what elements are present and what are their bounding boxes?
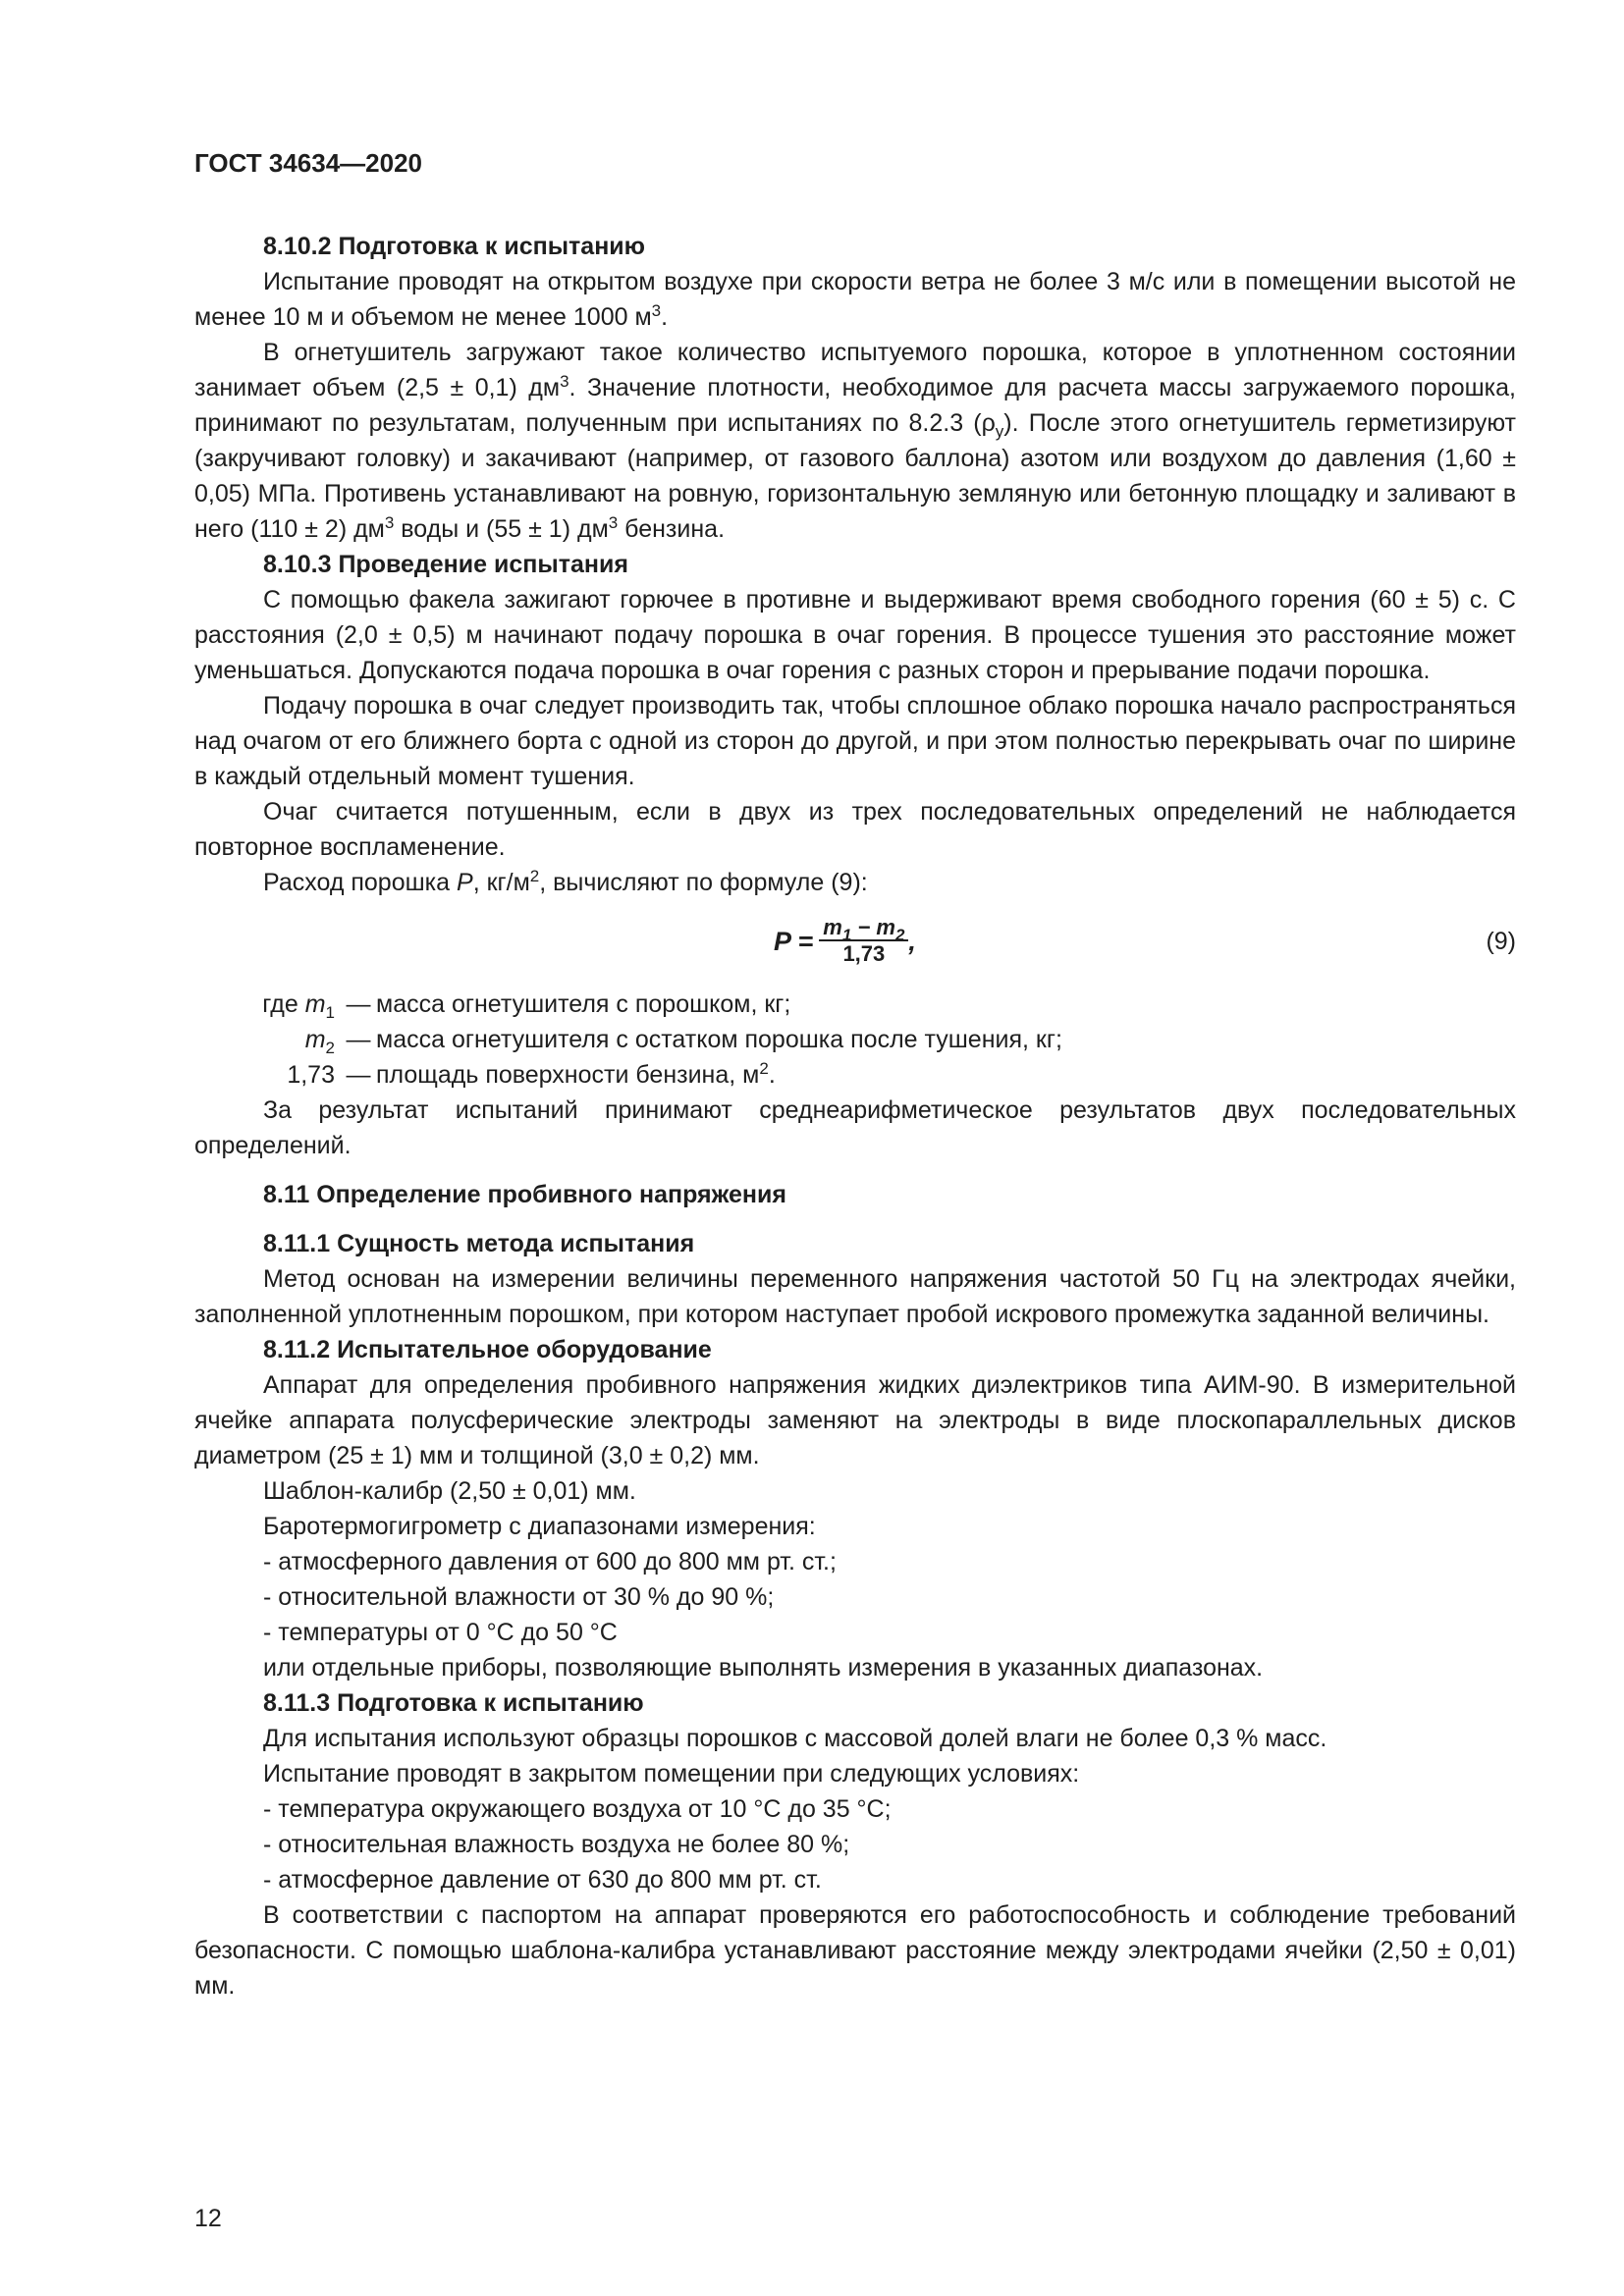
formula-comma: , [908,927,916,956]
paragraph: В огнетушитель загружают такое количество испытуемого порошка, которое в уплотненном состоянии занимает объем (2,5 ± 0,1) $дм^3$. Значение плотности, необходимое для расчета массы загружаемого порошка, принимают по результатам, полученным при испытаниях по 8.2.3 $(\rho_у)$. После этого огнетушитель герметизируют (закручивают головку) и закачивают (например, от газового баллона) азотом или воздухом до давления (1,60 ± 0,05) МПа. Противень устанавливают на ровную, горизонтальную земляную или бетонную площадку и заливают в него (110 ± 2) $дм^3$ воды и (55 ± 1) $дм^3$ бензина. [194,339,1517,543]
list-item: - относительная влажность воздуха не более 80 %; [263,1831,850,1858]
paragraph: Аппарат для определения пробивного напряжения жидких диэлектриков типа АИМ-90. В измерительной ячейке аппарата полусферические электроды заменяют на электроды в виде плоскопараллельных дисков диаметром (25 ± 1) мм и толщиной (3,0 ± 0,2) мм. [194,1371,1516,1469]
paragraph: Для испытания используют образцы порошков с массовой долей влаги не более 0,3 % масс. [263,1725,1327,1752]
list-item: - атмосферного давления от 600 до 800 мм рт. ст.; [263,1548,837,1575]
paragraph: Очаг считается потушенным, если в двух из трех последовательных определений не наблюдается повторное воспламенение. [194,798,1516,861]
page-number: 12 [194,2205,222,2232]
formula-denominator: 1,73 [842,941,886,966]
paragraph: Расход порошка P, $кг/м^2$, вычисляют по формуле (9): [263,867,868,896]
document-id: ГОСТ 34634—2020 [194,148,422,178]
section-heading-8-10-3: 8.10.3 Проведение испытания [263,551,628,578]
paragraph: Метод основан на измерении величины переменного напряжения частотой 50 Гц на электродах ячейки, заполненной уплотненным порошком, при котором наступает пробой искрового промежутка заданной величины. [194,1265,1516,1328]
paragraph: За результат испытаний принимают среднеарифметическое результатов двух последовательных определений. [194,1096,1516,1159]
document-page [194,145,1516,2003]
formula-number: (9) [1486,928,1516,955]
list-item: - температуры от 0 °С до 50 °С [263,1619,618,1646]
paragraph: Испытание проводят на открытом воздухе при скорости ветра не более 3 м/с или в помещении высотой не менее 10 м и объемом не менее 1000 $м^3$. [194,268,1516,331]
legend-row: 1,73 — площадь поверхности бензина, $м^2$. [287,1059,776,1089]
formula-9 [194,912,1516,979]
paragraph: С помощью факела зажигают горючее в противне и выдерживают время свободного горения (60 ± 5) с. С расстояния (2,0 ± 0,5) м начинают подачу порошка в очаг горения. В процессе тушения это расстояние может уменьшаться. Допускаются подача порошка в очаг горения с разных сторон и прерывание подачи порошка. [194,586,1516,684]
paragraph: Баротермогигрометр с диапазонами измерения: [263,1513,816,1540]
section-heading-8-11-3: 8.11.3 Подготовка к испытанию [263,1689,644,1717]
paragraph: Подачу порошка в очаг следует производить так, чтобы сплошное облако порошка начало распространяться над очагом от его ближнего борта с одной из сторон до другой, и при этом полностью перекрывать очаг по ширине в каждый отдельный момент тушения. [194,692,1516,790]
list-item: - относительной влажности от 30 % до 90 %; [263,1583,775,1611]
formula-fraction [819,916,908,967]
paragraph: В соответствии с паспортом на аппарат проверяются его работоспособность и соблюдение требований безопасности. С помощью шаблона-калибра устанавливают расстояние между электродами ячейки (2,50 ± 0,01) мм. [194,1901,1516,2000]
legend-row: где $m_1$ — масса огнетушителя с порошком, кг; [262,990,791,1022]
list-item: - температура окружающего воздуха от 10 °С до 35 °С; [263,1795,892,1823]
formula-lhs: P = [774,927,814,956]
section-heading-8-11: 8.11 Определение пробивного напряжения [263,1181,786,1208]
formula-expression [774,916,916,967]
section-heading-8-10-2: 8.10.2 Подготовка к испытанию [263,233,646,260]
paragraph: или отдельные приборы, позволяющие выполнять измерения в указанных диапазонах. [263,1654,1264,1682]
formula-numerator: $m_1 - m_2$ [819,916,908,941]
legend-row: $m_2$ — масса огнетушителя с остатком порошка после тушения, кг; [304,1026,1062,1057]
formula-legend [194,987,1516,1093]
list-item: - атмосферное давление от 630 до 800 мм рт. ст. [263,1866,822,1894]
paragraph: Испытание проводят в закрытом помещении при следующих условиях: [263,1760,1080,1788]
section-heading-8-11-2: 8.11.2 Испытательное оборудование [263,1336,712,1363]
paragraph: Шаблон-калибр (2,50 ± 0,01) мм. [263,1477,636,1505]
section-heading-8-11-1: 8.11.1 Сущность метода испытания [263,1230,695,1257]
